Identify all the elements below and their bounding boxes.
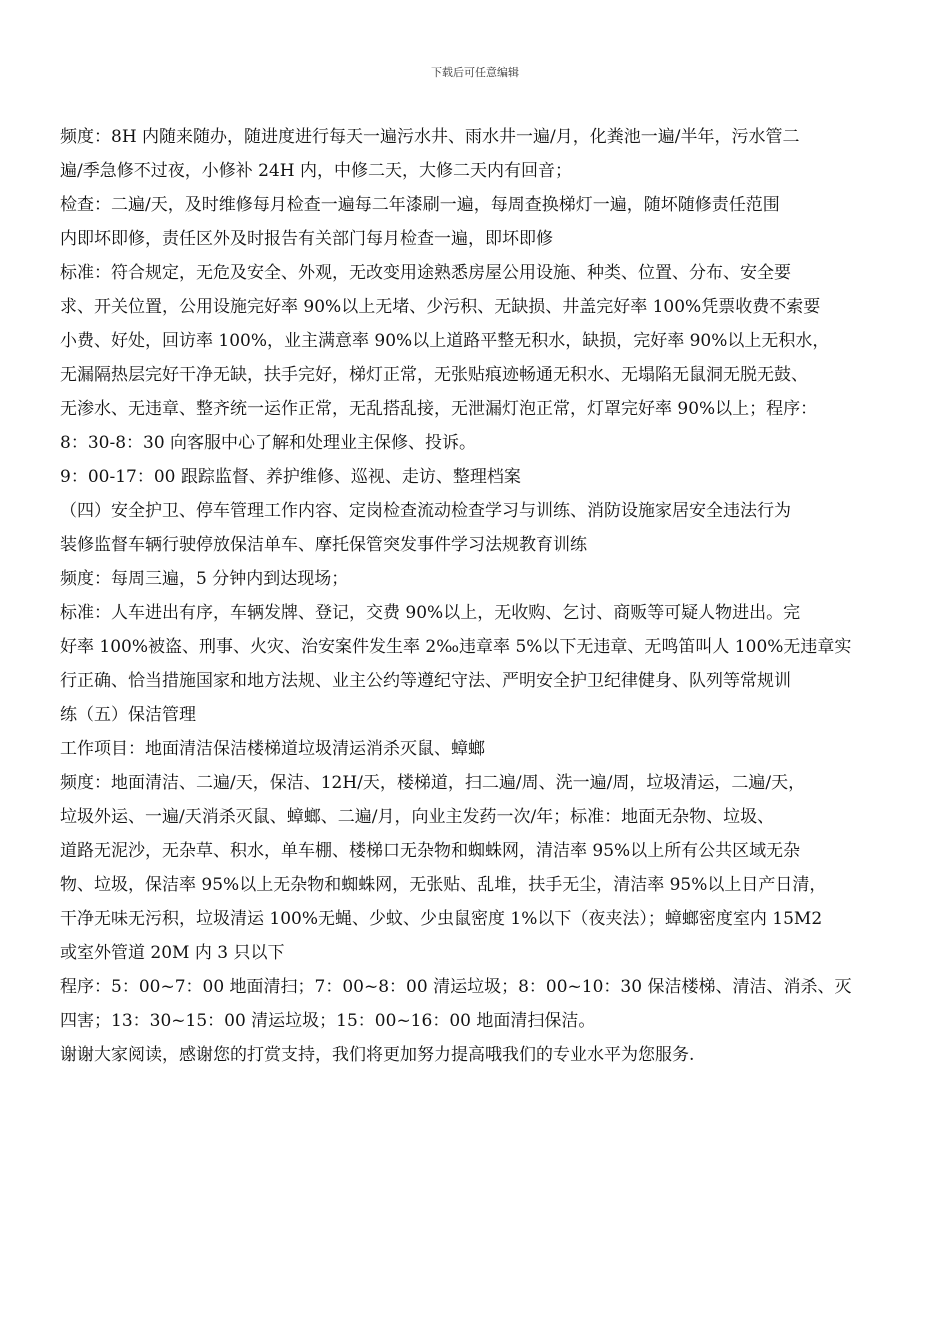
text-line: 装修监督车辆行驶停放保洁单车、摩托保管突发事件学习法规教育训练 [60, 535, 587, 555]
text-line: 小费、好处，回访率 100%，业主满意率 90%以上道路平整无积水，缺损，完好率 90%以上无积水， [60, 331, 830, 351]
text-line: 遍/季急修不过夜，小修补 24H 内，中修二天，大修二天内有回音； [60, 161, 572, 181]
text-line: 内即坏即修，责任区外及时报告有关部门每月检查一遍，即坏即修 [60, 229, 553, 249]
text-line: 干净无味无污积，垃圾清运 100%无蝇、少蚊、少虫鼠密度 1%以下（夜夹法）；蟑螂密度室内 15M2 [60, 909, 823, 929]
text-line: 好率 100%被盗、刑事、火灾、治安案件发生率 2‰违章率 5%以下无违章、无鸣笛叫人 100%无违章实 [60, 637, 852, 657]
text-line: 标准：符合规定，无危及安全、外观，无改变用途熟悉房屋公用设施、种类、位置、分布、安全要 [60, 263, 791, 283]
page-header-note: 下载后可任意编辑 [431, 66, 519, 79]
text-line: 频度：地面清洁、二遍/天，保洁、12H/天，楼梯道，扫二遍/周、洗一遍/周，垃圾清运，二遍/天， [60, 773, 806, 793]
text-line: 标准：人车进出有序，车辆发牌、登记，交费 90%以上，无收购、乞讨、商贩等可疑人物进出。完 [60, 603, 801, 623]
document-body [60, 120, 895, 1072]
text-line: 垃圾外运、一遍/天消杀灭鼠、蟑螂、二遍/月，向业主发药一次/年；标准：地面无杂物、垃圾、 [60, 807, 775, 827]
text-line: 频度：8H 内随来随办，随进度进行每天一遍污水井、雨水井一遍/月，化粪池一遍/半年，污水管二 [60, 127, 800, 147]
text-line: 8：30-8：30 向客服中心了解和处理业主保修、投诉。 [60, 433, 477, 453]
text-line: 行正确、恰当措施国家和地方法规、业主公约等遵纪守法、严明安全护卫纪律健身、队列等常规训 [60, 671, 791, 691]
text-line: 无渗水、无违章、整齐统一运作正常，无乱搭乱接，无泄漏灯泡正常，灯罩完好率 90%以上；程序： [60, 399, 818, 419]
text-line: 求、开关位置，公用设施完好率 90%以上无堵、少污积、无缺损、井盖完好率 100%凭票收费不索要 [60, 297, 821, 317]
text-line: 无漏隔热层完好干净无缺，扶手完好，梯灯正常，无张贴痕迹畅通无积水、无塌陷无鼠洞无脱无鼓、 [60, 365, 808, 385]
text-line: 9：00-17：00 跟踪监督、养护维修、巡视、走访、整理档案 [60, 467, 521, 487]
text-line: 四害；13：30~15：00 清运垃圾；15：00~16：00 地面清扫保洁。 [60, 1011, 596, 1031]
text-line: 或室外管道 20M 内 3 只以下 [60, 943, 285, 963]
text-line: 频度：每周三遍，5 分钟内到达现场； [60, 569, 349, 589]
text-line: 物、垃圾，保洁率 95%以上无杂物和蜘蛛网，无张贴、乱堆，扶手无尘，清洁率 95%以上日产日清， [60, 875, 827, 895]
text-line: 谢谢大家阅读，感谢您的打赏支持，我们将更加努力提高哦我们的专业水平为您服务. [60, 1045, 695, 1065]
text-line: 检查：二遍/天，及时维修每月检查一遍每二年漆刷一遍，每周查换梯灯一遍，随坏随修责任范围 [60, 195, 780, 215]
text-line: （四）安全护卫、停车管理工作内容、定岗检查流动检查学习与训练、消防设施家居安全违法行为 [60, 501, 791, 521]
text-line: 道路无泥沙，无杂草、积水，单车棚、楼梯口无杂物和蜘蛛网，清洁率 95%以上所有公共区域无杂 [60, 841, 801, 861]
text-line: 程序：5：00~7：00 地面清扫；7：00~8：00 清运垃圾；8：00~10：30 保洁楼梯、清洁、消杀、灭 [60, 977, 852, 997]
text-line: 练（五）保洁管理 [60, 705, 196, 725]
text-line: 工作项目：地面清洁保洁楼梯道垃圾清运消杀灭鼠、蟑螂 [60, 739, 485, 759]
